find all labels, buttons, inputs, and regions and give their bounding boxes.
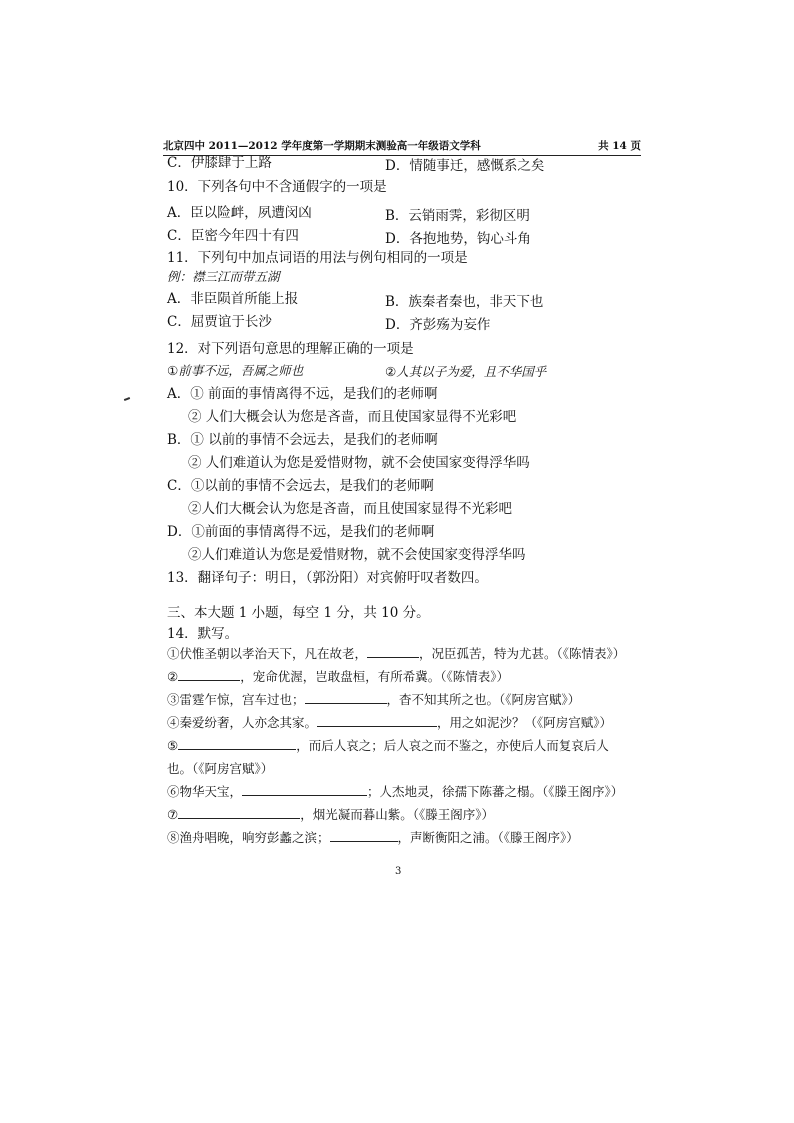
q11-option-c: C．屈贾谊于长沙: [167, 314, 272, 330]
q13-stem: 13．翻译句子：明日，（郭汾阳）对宾俯吁叹者数四。: [167, 570, 488, 586]
q14-line-3-after: ，杳不知其所之也。（《阿房宫赋》）: [386, 692, 581, 707]
answer-blank[interactable]: [178, 806, 300, 819]
q11-example: 例：襟三江而带五湖: [167, 269, 280, 284]
q14-line-5-cont: 也。（《阿房宫赋》）: [167, 761, 274, 776]
q12-option-b-2: ② 人们难道认为您是爱惜财物，就不会使国家变得浮华吗: [188, 455, 530, 471]
q14-line-1: [167, 645, 625, 663]
q14-line-8-after: ，声断衡阳之浦。（《滕王阁序》）: [397, 830, 579, 845]
page-number: 3: [395, 866, 402, 877]
q12-option-c-2: ②人们大概会认为您是吝啬，而且使国家显得不光彩吧: [188, 501, 512, 517]
q12-option-b-1: B．① 以前的事情不会远去，是我们的老师啊: [167, 432, 438, 448]
q11-option-b: B．族秦者秦也，非天下也: [385, 294, 544, 310]
q14-line-5-before: ⑤: [167, 738, 179, 753]
q14-line-6-before: ⑥物华天宝，: [167, 784, 243, 799]
q14-line-4: [167, 714, 612, 732]
q12-stem: 12．对下列语句意思的理解正确的一项是: [167, 341, 414, 357]
q10-option-b: B．云销雨霁，彩彻区明: [385, 208, 530, 224]
q14-line-8: [167, 829, 579, 847]
q12-option-a-1: A．① 前面的事情离得不远，是我们的老师啊: [167, 386, 438, 402]
q10-option-c: C．臣密今年四十有四: [167, 228, 299, 244]
q14-line-2-before: ②: [167, 669, 179, 684]
q11-option-d: D．齐彭殇为妄作: [385, 317, 491, 333]
q14-line-6-after: ；人杰地灵，徐孺下陈蕃之榻。（《滕王阁序》）: [367, 784, 624, 799]
q11-option-a: A．非臣陨首所能上报: [167, 291, 299, 307]
q14-line-7-before: ⑦: [167, 807, 179, 822]
q9-option-c: C．伊膝肆于上路: [167, 155, 272, 171]
q14-line-5-after: ，而后人哀之；后人哀之而不鉴之，亦使后人而复哀后人: [296, 738, 609, 753]
q14-line-2-after: ，宠命优渥，岂敢盘桓，有所希冀。（《陈情表》）: [240, 669, 509, 684]
scan-speck: [124, 397, 130, 401]
answer-blank[interactable]: [330, 829, 398, 842]
q14-line-3: [167, 691, 580, 709]
q14-line-4-before: ④秦爱纷奢，人亦念其家。: [167, 715, 318, 730]
q14-line-6: [167, 783, 623, 801]
header-title: 北京四中 2011—2012 学年度第一学期期末测验高一年级语文学科: [163, 140, 481, 152]
q14-line-8-before: ⑧渔舟唱晚，响穷彭蠡之滨；: [167, 830, 330, 845]
q14-line-1-after: ，况臣孤苦，特为尤甚。（《陈情表》）: [419, 646, 626, 661]
section3-title: 三、本大题 1 小题，每空 1 分，共 10 分。: [167, 605, 430, 621]
q14-line-7-after: ，烟光凝而暮山紫。（《滕王阁序》）: [300, 807, 494, 822]
answer-blank[interactable]: [367, 645, 419, 658]
q14-line-5: [167, 737, 609, 755]
q14-line-2: [167, 668, 509, 686]
answer-blank[interactable]: [317, 714, 437, 727]
q10-option-a: A．臣以险衅，夙遭闵凶: [167, 205, 312, 221]
q12-option-d-2: ②人们难道认为您是爱惜财物，就不会使国家变得浮华吗: [188, 547, 526, 563]
q12-sentence-2: ②人其以子为爱，且不华国乎: [385, 364, 547, 379]
q12-option-c-1: C．①以前的事情不会远去，是我们的老师啊: [167, 478, 434, 494]
answer-blank[interactable]: [178, 737, 296, 750]
q14-line-1-before: ①伏惟圣朝以孝治天下，凡在故老，: [167, 646, 368, 661]
header-page-count: 共 14 页: [598, 140, 641, 152]
q9-option-d: D．情随事迁，感慨系之矣: [385, 158, 545, 174]
q14-line-7: [167, 806, 494, 824]
q11-stem: 11．下列句中加点词语的用法与例句相同的一项是: [167, 250, 468, 266]
q14-line-4-after: ，用之如泥沙？（《阿房宫赋》）: [437, 715, 613, 730]
answer-blank[interactable]: [178, 668, 240, 681]
q10-stem: 10．下列各句中不含通假字的一项是: [167, 179, 387, 195]
q12-option-a-2: ② 人们大概会认为您是吝啬，而且使国家显得不光彩吧: [188, 409, 517, 425]
q14-line-3-before: ③雷霆乍惊，宫车过也；: [167, 692, 305, 707]
q14-stem: 14．默写。: [167, 626, 239, 642]
answer-blank[interactable]: [242, 783, 367, 796]
answer-blank[interactable]: [305, 691, 387, 704]
q12-sentence-1: ①前事不远，吾属之师也: [167, 363, 304, 378]
q12-option-d-1: D．①前面的事情离得不远，是我们的老师啊: [167, 524, 435, 540]
q10-option-d: D．各抱地势，钩心斗角: [385, 231, 531, 247]
